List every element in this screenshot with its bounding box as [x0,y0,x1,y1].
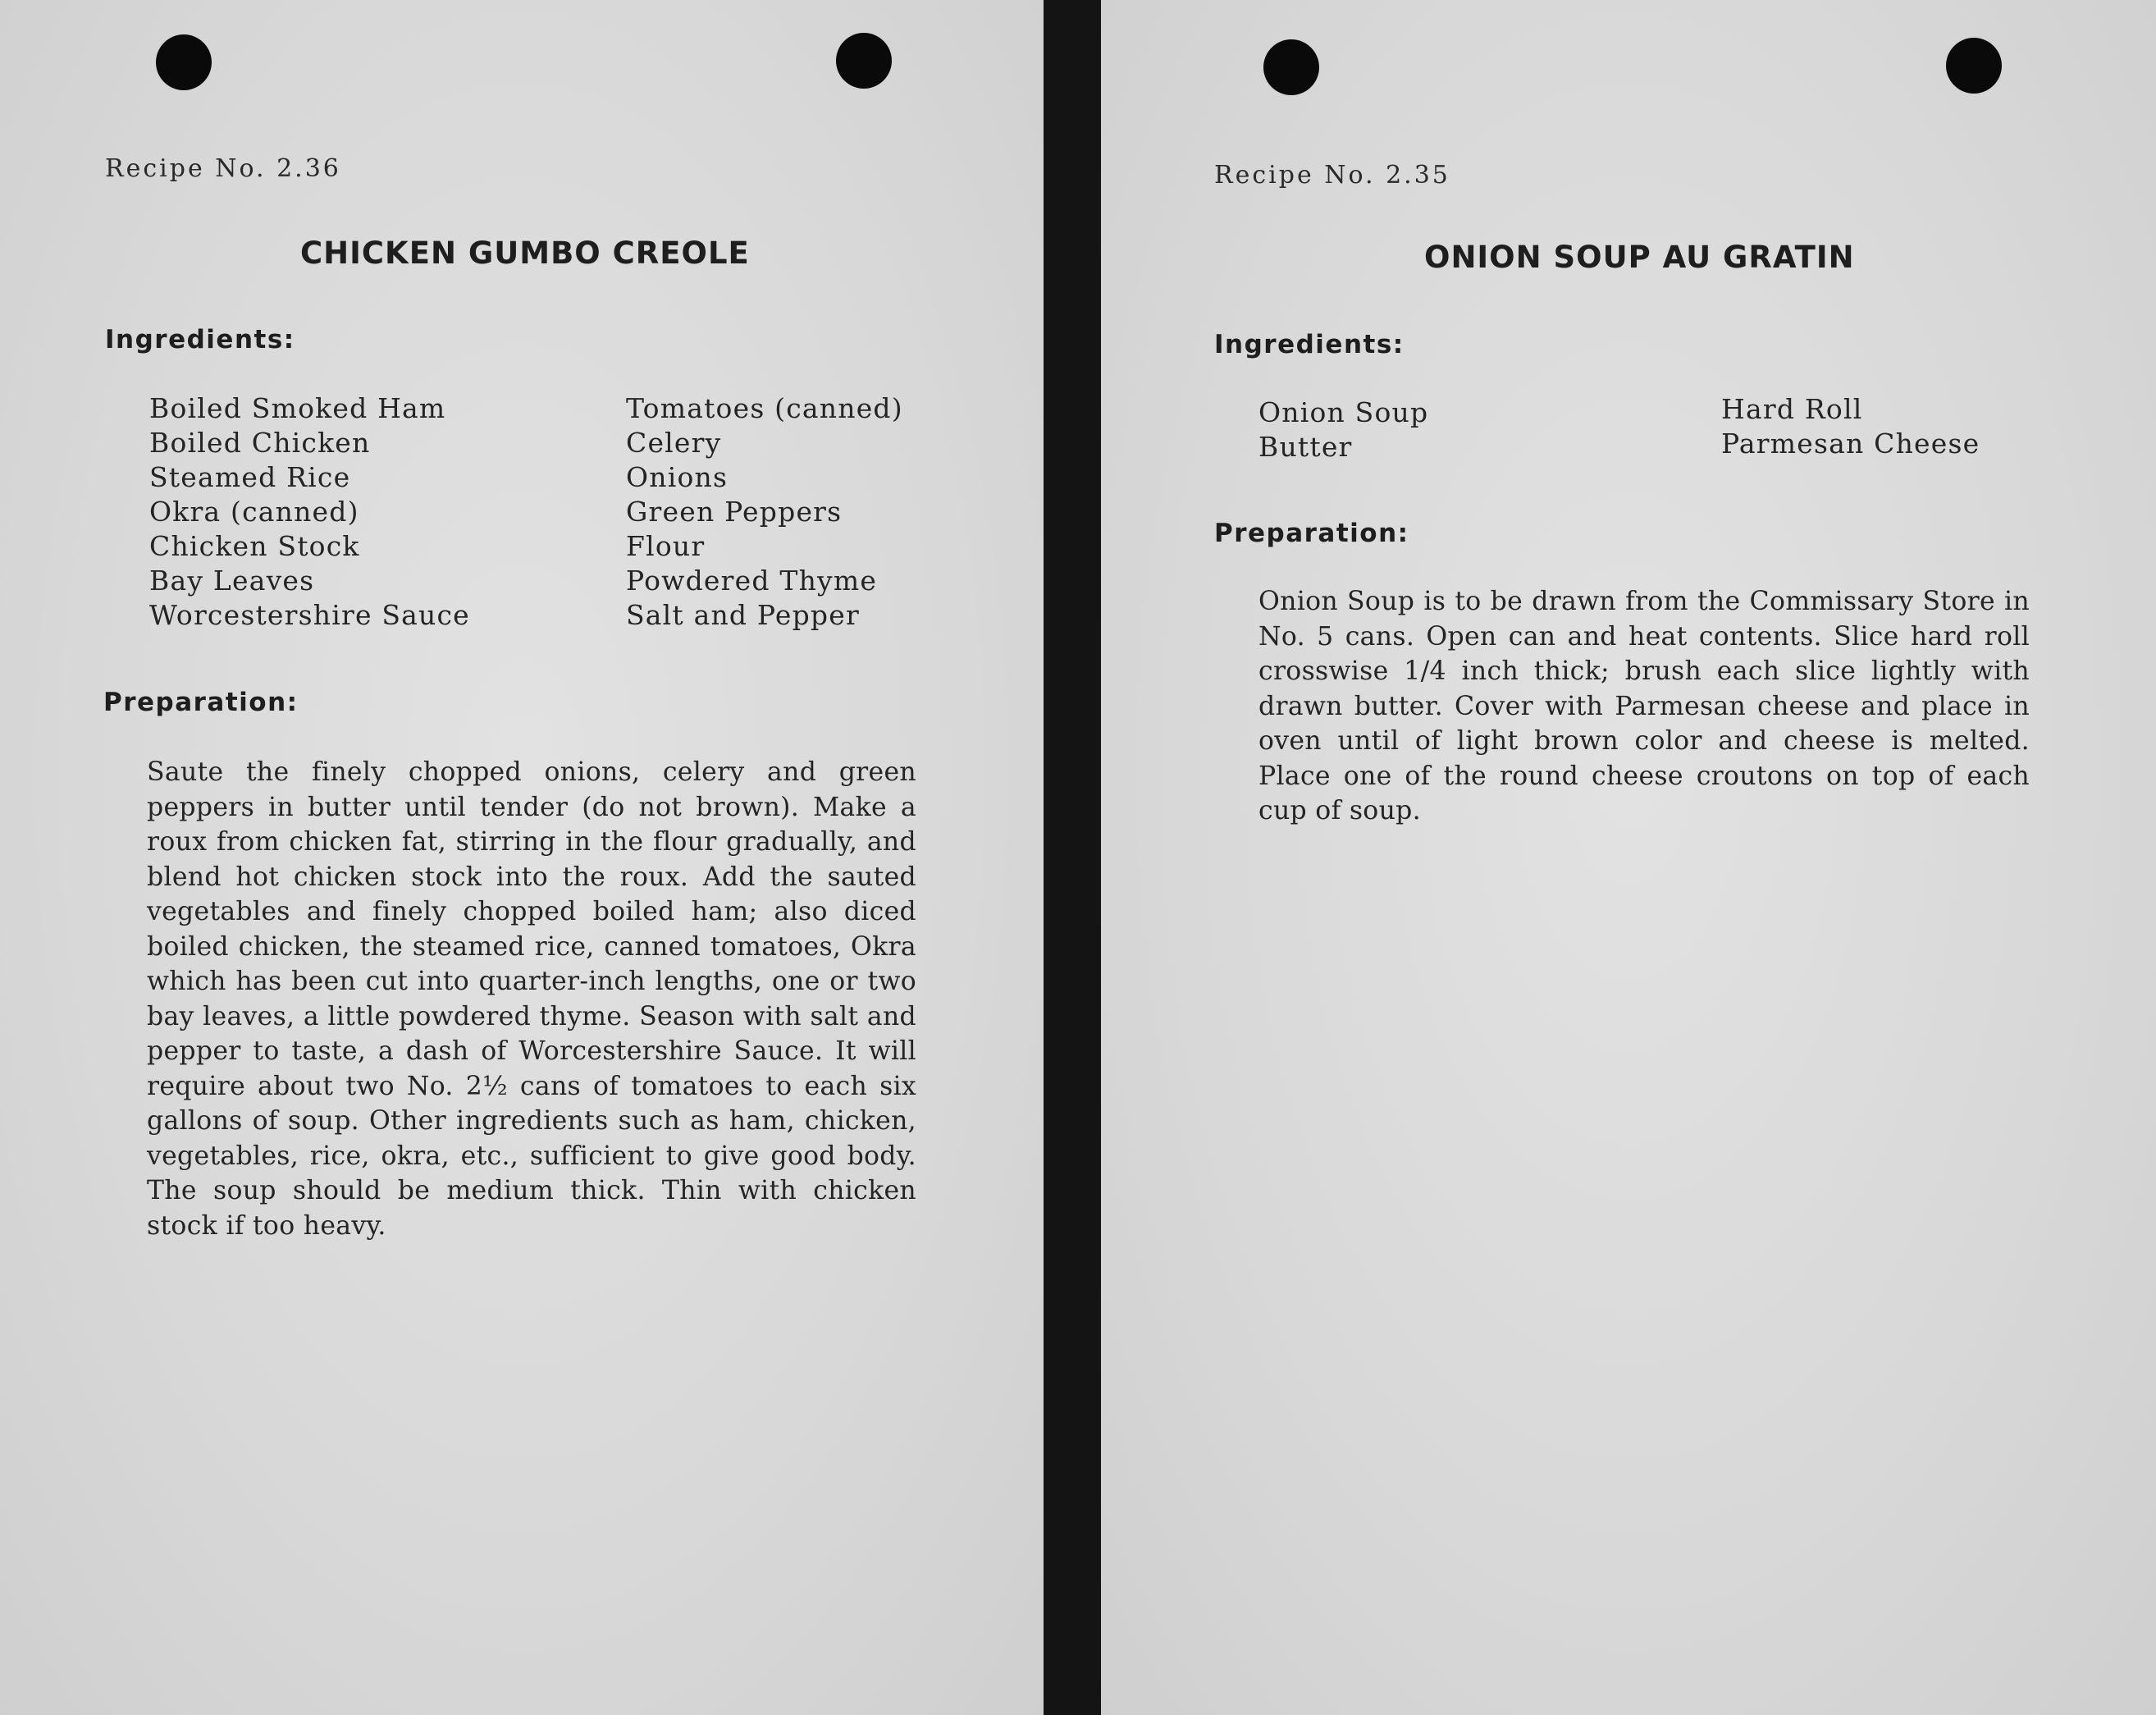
ingredient-item: Tomatoes (canned) [626,392,903,424]
ingredients-list-left [1258,396,1428,464]
ingredients-list-right [626,391,903,633]
recipe-title: CHICKEN GUMBO CREOLE [300,236,750,271]
ingredient-item: Steamed Rice [149,461,351,493]
ingredient-item: Chicken Stock [149,530,360,562]
ingredient-item: Worcestershire Sauce [149,599,470,631]
ingredient-item: Salt and Pepper [626,599,860,631]
ingredient-item: Boiled Chicken [149,427,371,459]
punch-hole-left [156,34,212,90]
ingredients-list-left [149,391,470,633]
recipe-card-chicken-gumbo [0,0,1044,1715]
ingredient-item: Hard Roll [1721,393,1863,425]
recipe-number: Recipe No. 2.36 [105,154,341,183]
punch-hole-right [1946,38,2002,94]
ingredient-item: Bay Leaves [149,565,315,597]
recipe-number: Recipe No. 2.35 [1214,161,1450,190]
ingredient-item: Onions [626,461,729,493]
preparation-text: Onion Soup is to be drawn from the Commissary Store in No. 5 cans. Open can and heat contents. Slice hard roll crosswise 1/4 inch thick; brush each slice lightly with drawn butter. Cover with Parmesan cheese and place in oven until of light brown color and cheese is melted. Place one of the round cheese croutons on top of each cup of soup. [1258,587,2030,825]
ingredient-item: Celery [626,427,722,459]
preparation-heading: Preparation: [103,688,299,717]
punch-hole-right [836,33,892,89]
recipe-title: ONION SOUP AU GRATIN [1424,240,1855,275]
ingredient-item: Boiled Smoked Ham [149,392,446,424]
ingredient-item: Parmesan Cheese [1721,428,1980,460]
ingredient-item: Onion Soup [1258,396,1429,428]
ingredients-heading: Ingredients: [105,325,295,354]
ingredient-item: Okra (canned) [149,496,359,528]
preparation-heading: Preparation: [1214,519,1409,548]
recipe-card-onion-soup [1101,0,2156,1715]
ingredients-heading: Ingredients: [1214,330,1405,359]
preparation-text: Saute the finely chopped onions, celery and green peppers in butter until tender (do not brown). Make a roux from chicken fat, stirring in the flour gradually, and blend hot chicken stock into the roux. Add the sauted vegetables and finely chopped boiled ham; also diced boiled chicken, the steamed rice, canned tomatoes, Okra which has been cut into quarter-inch lengths, one or two bay leaves, a little powdered thyme. Season with salt and pepper to taste, a dash of Worcestershire Sauce. It will require about two No. 2½ cans of tomatoes to each six gallons of soup. Other ingredients such as ham, chicken, vegetables, rice, okra, etc., sufficient to give good body. The soup should be medium thick. Thin with chicken stock if too heavy. [147,757,916,1241]
ingredient-item: Green Peppers [626,496,843,528]
ingredients-list-right [1721,392,1980,461]
ingredient-item: Butter [1258,431,1353,463]
punch-hole-left [1263,39,1319,95]
ingredient-item: Powdered Thyme [626,565,878,597]
ingredient-item: Flour [626,530,706,562]
